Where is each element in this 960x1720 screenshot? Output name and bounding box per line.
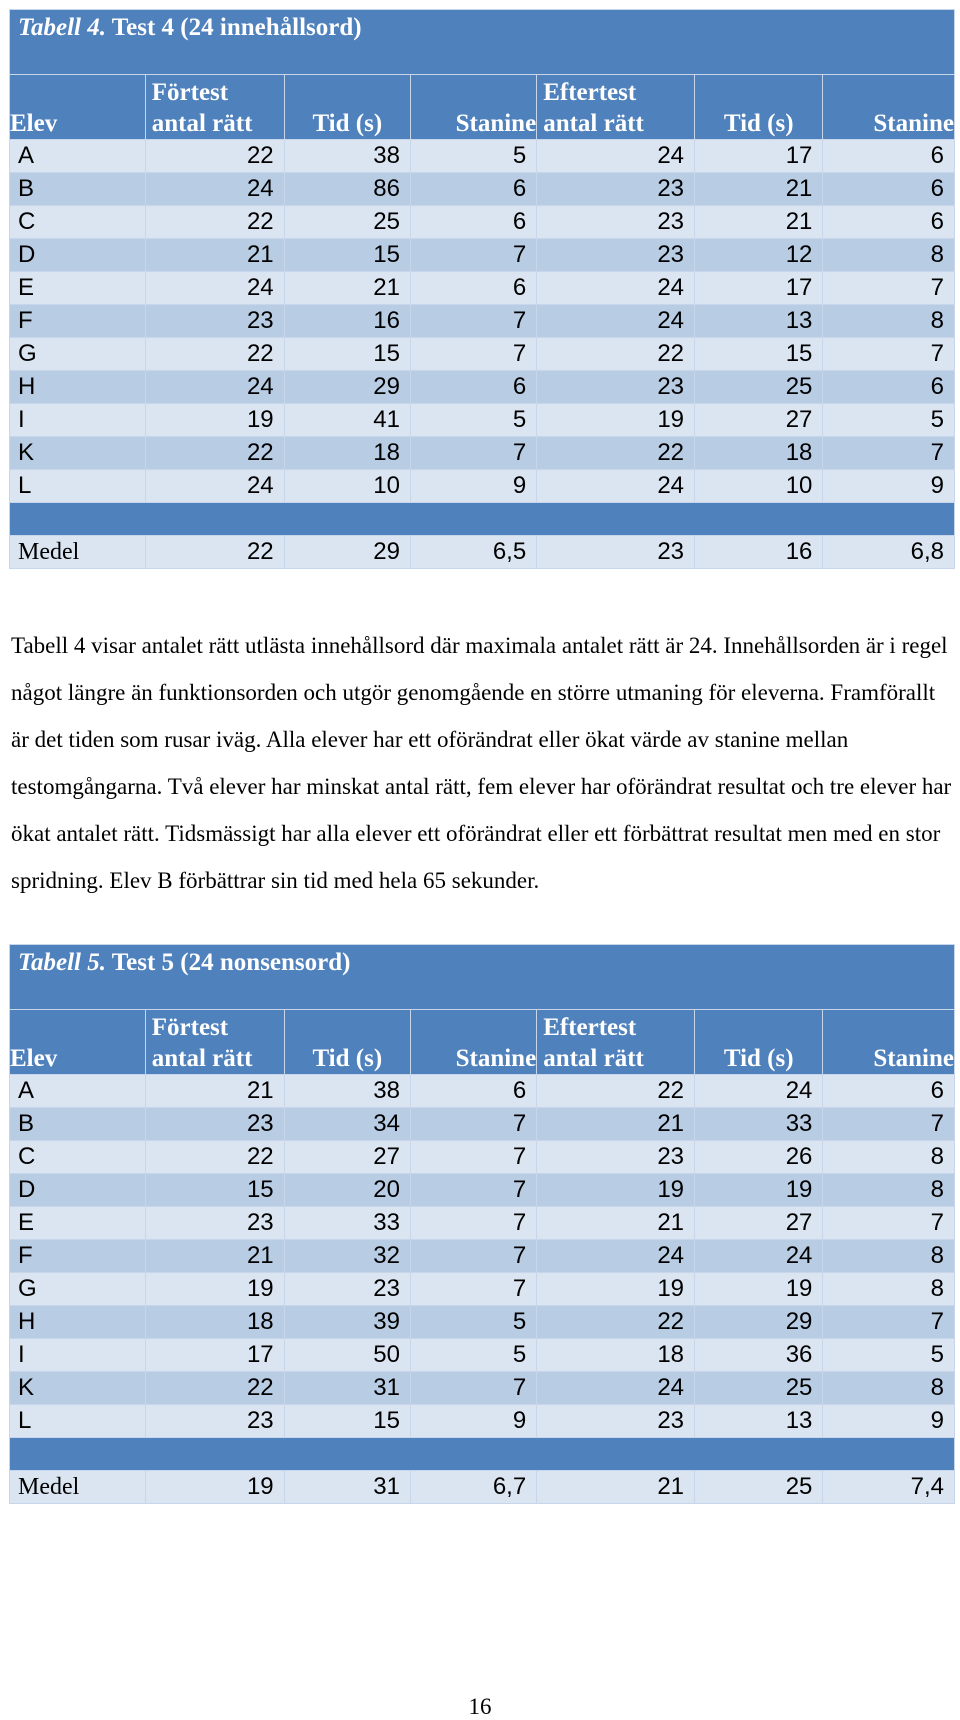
value-cell: 23 (537, 371, 695, 404)
table-row (10, 1405, 955, 1438)
value-cell: 6 (823, 173, 955, 206)
value-cell: 24 (537, 140, 695, 173)
value-cell: 7 (410, 338, 536, 371)
value-cell: 18 (145, 1306, 284, 1339)
value-cell: 41 (284, 404, 410, 437)
table-row (10, 305, 955, 338)
table-caption-label: Tabell 5. (18, 949, 106, 976)
value-cell: 13 (695, 305, 823, 338)
value-cell: 10 (695, 470, 823, 503)
value-cell: 24 (145, 173, 284, 206)
mean-value: 23 (537, 536, 695, 569)
value-cell: 6 (410, 173, 536, 206)
value-cell: 23 (537, 1405, 695, 1438)
student-cell: I (10, 404, 146, 437)
value-cell: 27 (695, 404, 823, 437)
mean-value: 6,7 (410, 1471, 536, 1504)
table-header-row (10, 1010, 955, 1075)
mean-value: 31 (284, 1471, 410, 1504)
student-cell: B (10, 1108, 146, 1141)
column-header-label: Tid (s) (312, 1045, 383, 1072)
table-caption (10, 945, 955, 1010)
table-caption-text: Test 4 (24 innehållsord) (111, 14, 362, 41)
column-header (823, 75, 955, 140)
value-cell: 7 (410, 1207, 536, 1240)
column-header-label: Eftertest (543, 79, 637, 106)
mean-value: 22 (145, 536, 284, 569)
column-header (145, 75, 284, 140)
value-cell: 24 (145, 272, 284, 305)
mean-value: 29 (284, 536, 410, 569)
value-cell: 9 (823, 1405, 955, 1438)
value-cell: 6 (410, 371, 536, 404)
table-row (10, 437, 955, 470)
column-header-label: Förtest (151, 79, 229, 106)
value-cell: 23 (537, 1141, 695, 1174)
column-header (823, 1010, 955, 1075)
mean-value: 16 (695, 536, 823, 569)
value-cell: 20 (284, 1174, 410, 1207)
value-cell: 22 (537, 1306, 695, 1339)
value-cell: 22 (145, 206, 284, 239)
student-cell: L (10, 1405, 146, 1438)
value-cell: 7 (823, 1108, 955, 1141)
value-cell: 15 (695, 338, 823, 371)
table-mean-row (10, 1471, 955, 1504)
mean-value: 6,5 (410, 536, 536, 569)
column-header-label: Förtest (151, 1014, 229, 1041)
value-cell: 7 (410, 437, 536, 470)
body-paragraph: Tabell 4 visar antalet rätt utlästa innehållsord där maximala antalet rätt är 24. Innehållsorden är i regel något längre än funktionsorden och utgör genomgående en större utmaning för eleverna. Framförallt är det tiden som rusar iväg. Alla elever har ett oförändrat eller ökat värde av stanine mellan testomgångarna. Två elever har minskat antal rätt, fem elever har oförändrat resultat och tre elever har ökat antalet rätt. Tidsmässigt har alla elever ett oförändrat eller ett förbättrat resultat men med en stor spridning. Elev B förbättrar sin tid med hela 65 sekunder. (11, 633, 952, 893)
table-mean-row (10, 536, 955, 569)
value-cell: 22 (145, 338, 284, 371)
value-cell: 8 (823, 1141, 955, 1174)
value-cell: 7 (410, 1174, 536, 1207)
value-cell: 15 (145, 1174, 284, 1207)
column-header (410, 75, 536, 140)
column-header (284, 75, 410, 140)
value-cell: 33 (695, 1108, 823, 1141)
column-header-label: Stanine (455, 110, 537, 137)
student-cell: D (10, 239, 146, 272)
value-cell: 24 (145, 470, 284, 503)
column-header (284, 1010, 410, 1075)
value-cell: 21 (145, 1240, 284, 1273)
student-cell: F (10, 1240, 146, 1273)
value-cell: 39 (284, 1306, 410, 1339)
student-cell: K (10, 1372, 146, 1405)
value-cell: 8 (823, 1174, 955, 1207)
column-header-label: Stanine (873, 110, 954, 137)
table-row (10, 404, 955, 437)
student-cell: A (10, 1075, 146, 1108)
table-header-row (10, 75, 955, 140)
value-cell: 5 (823, 404, 955, 437)
value-cell: 6 (823, 140, 955, 173)
value-cell: 23 (537, 239, 695, 272)
value-cell: 24 (695, 1075, 823, 1108)
column-header-label: Elev (10, 1045, 58, 1072)
value-cell: 5 (823, 1339, 955, 1372)
value-cell: 21 (284, 272, 410, 305)
student-cell: C (10, 206, 146, 239)
value-cell: 25 (695, 1372, 823, 1405)
column-header-label: antal rätt (543, 1045, 644, 1072)
value-cell: 22 (145, 1141, 284, 1174)
value-cell: 21 (537, 1108, 695, 1141)
value-cell: 16 (284, 305, 410, 338)
value-cell: 22 (537, 1075, 695, 1108)
value-cell: 19 (145, 404, 284, 437)
value-cell: 7 (410, 239, 536, 272)
value-cell: 26 (695, 1141, 823, 1174)
column-header-label: Eftertest (543, 1014, 637, 1041)
table-row (10, 173, 955, 206)
table-row (10, 1372, 955, 1405)
value-cell: 86 (284, 173, 410, 206)
value-cell: 9 (410, 1405, 536, 1438)
value-cell: 24 (537, 1372, 695, 1405)
value-cell: 50 (284, 1339, 410, 1372)
table-row (10, 1306, 955, 1339)
value-cell: 23 (145, 1108, 284, 1141)
stats-table-5 (9, 944, 955, 1504)
mean-label: Medel (10, 536, 146, 569)
table-caption-label: Tabell 4. (18, 14, 106, 41)
student-cell: D (10, 1174, 146, 1207)
table-row (10, 206, 955, 239)
table-row (10, 1108, 955, 1141)
value-cell: 10 (284, 470, 410, 503)
column-header (410, 1010, 536, 1075)
table-separator-row (10, 1438, 955, 1471)
value-cell: 6 (823, 371, 955, 404)
value-cell: 29 (695, 1306, 823, 1339)
value-cell: 23 (145, 1405, 284, 1438)
table-row (10, 1174, 955, 1207)
value-cell: 19 (695, 1174, 823, 1207)
value-cell: 7 (410, 305, 536, 338)
value-cell: 22 (145, 140, 284, 173)
value-cell: 33 (284, 1207, 410, 1240)
table-row (10, 1141, 955, 1174)
table-row (10, 1075, 955, 1108)
value-cell: 22 (145, 1372, 284, 1405)
student-cell: H (10, 371, 146, 404)
value-cell: 9 (410, 470, 536, 503)
mean-value: 7,4 (823, 1471, 955, 1504)
value-cell: 6 (410, 1075, 536, 1108)
student-cell: G (10, 1273, 146, 1306)
value-cell: 19 (537, 1273, 695, 1306)
value-cell: 27 (695, 1207, 823, 1240)
column-header-label: Tid (s) (723, 110, 794, 137)
value-cell: 23 (145, 1207, 284, 1240)
value-cell: 24 (145, 371, 284, 404)
value-cell: 12 (695, 239, 823, 272)
value-cell: 5 (410, 140, 536, 173)
column-header (145, 1010, 284, 1075)
student-cell: H (10, 1306, 146, 1339)
value-cell: 6 (823, 206, 955, 239)
column-header-label: antal rätt (151, 110, 253, 137)
student-cell: K (10, 437, 146, 470)
table-separator-row (10, 503, 955, 536)
value-cell: 7 (410, 1141, 536, 1174)
value-cell: 17 (695, 140, 823, 173)
value-cell: 9 (823, 470, 955, 503)
value-cell: 15 (284, 1405, 410, 1438)
student-cell: A (10, 140, 146, 173)
student-cell: E (10, 1207, 146, 1240)
table-row (10, 272, 955, 305)
value-cell: 23 (537, 206, 695, 239)
value-cell: 38 (284, 1075, 410, 1108)
column-header-label: Elev (10, 110, 58, 137)
value-cell: 18 (537, 1339, 695, 1372)
value-cell: 19 (145, 1273, 284, 1306)
column-header-label: antal rätt (151, 1045, 253, 1072)
table-row (10, 1273, 955, 1306)
value-cell: 25 (695, 371, 823, 404)
mean-value: 6,8 (823, 536, 955, 569)
value-cell: 24 (537, 470, 695, 503)
value-cell: 32 (284, 1240, 410, 1273)
student-cell: G (10, 338, 146, 371)
value-cell: 7 (823, 338, 955, 371)
mean-value: 25 (695, 1471, 823, 1504)
value-cell: 19 (695, 1273, 823, 1306)
value-cell: 24 (537, 1240, 695, 1273)
table-row (10, 140, 955, 173)
student-cell: C (10, 1141, 146, 1174)
value-cell: 7 (823, 1306, 955, 1339)
value-cell: 22 (145, 437, 284, 470)
value-cell: 21 (537, 1207, 695, 1240)
value-cell: 7 (823, 272, 955, 305)
value-cell: 8 (823, 239, 955, 272)
value-cell: 38 (284, 140, 410, 173)
value-cell: 6 (410, 272, 536, 305)
table-row (10, 1207, 955, 1240)
column-header (537, 1010, 695, 1075)
column-header (695, 75, 823, 140)
value-cell: 22 (537, 338, 695, 371)
value-cell: 31 (284, 1372, 410, 1405)
value-cell: 6 (410, 206, 536, 239)
value-cell: 29 (284, 371, 410, 404)
value-cell: 25 (284, 206, 410, 239)
table-row (10, 470, 955, 503)
value-cell: 17 (695, 272, 823, 305)
value-cell: 8 (823, 1240, 955, 1273)
column-header (10, 75, 146, 140)
value-cell: 5 (410, 1339, 536, 1372)
student-cell: E (10, 272, 146, 305)
table-caption-text: Test 5 (24 nonsensord) (111, 949, 351, 976)
value-cell: 21 (145, 1075, 284, 1108)
value-cell: 7 (410, 1372, 536, 1405)
value-cell: 18 (695, 437, 823, 470)
column-header-label: Stanine (455, 1045, 537, 1072)
value-cell: 21 (695, 206, 823, 239)
value-cell: 34 (284, 1108, 410, 1141)
value-cell: 24 (695, 1240, 823, 1273)
value-cell: 19 (537, 1174, 695, 1207)
value-cell: 13 (695, 1405, 823, 1438)
value-cell: 27 (284, 1141, 410, 1174)
value-cell: 8 (823, 1273, 955, 1306)
value-cell: 22 (537, 437, 695, 470)
column-header-label: antal rätt (543, 110, 644, 137)
value-cell: 5 (410, 404, 536, 437)
value-cell: 21 (695, 173, 823, 206)
student-cell: I (10, 1339, 146, 1372)
value-cell: 21 (145, 239, 284, 272)
value-cell: 23 (145, 305, 284, 338)
table-row (10, 1339, 955, 1372)
value-cell: 5 (410, 1306, 536, 1339)
value-cell: 15 (284, 338, 410, 371)
student-cell: L (10, 470, 146, 503)
stats-table-4 (9, 9, 955, 569)
student-cell: F (10, 305, 146, 338)
column-header (537, 75, 695, 140)
column-header-label: Tid (s) (723, 1045, 794, 1072)
table-row (10, 1240, 955, 1273)
value-cell: 6 (823, 1075, 955, 1108)
column-header-label: Stanine (873, 1045, 954, 1072)
value-cell: 7 (823, 1207, 955, 1240)
mean-value: 21 (537, 1471, 695, 1504)
value-cell: 7 (823, 437, 955, 470)
table-row (10, 371, 955, 404)
value-cell: 15 (284, 239, 410, 272)
value-cell: 7 (410, 1273, 536, 1306)
column-header-label: Tid (s) (312, 110, 383, 137)
column-header (10, 1010, 146, 1075)
mean-value: 19 (145, 1471, 284, 1504)
table-row (10, 338, 955, 371)
column-header (695, 1010, 823, 1075)
value-cell: 23 (284, 1273, 410, 1306)
value-cell: 7 (410, 1240, 536, 1273)
value-cell: 8 (823, 1372, 955, 1405)
value-cell: 7 (410, 1108, 536, 1141)
value-cell: 8 (823, 305, 955, 338)
value-cell: 24 (537, 272, 695, 305)
table-caption (10, 10, 955, 75)
value-cell: 19 (537, 404, 695, 437)
table-row (10, 239, 955, 272)
value-cell: 17 (145, 1339, 284, 1372)
value-cell: 36 (695, 1339, 823, 1372)
value-cell: 18 (284, 437, 410, 470)
page-number: 16 (468, 1694, 492, 1719)
mean-label: Medel (10, 1471, 146, 1504)
value-cell: 24 (537, 305, 695, 338)
value-cell: 23 (537, 173, 695, 206)
student-cell: B (10, 173, 146, 206)
